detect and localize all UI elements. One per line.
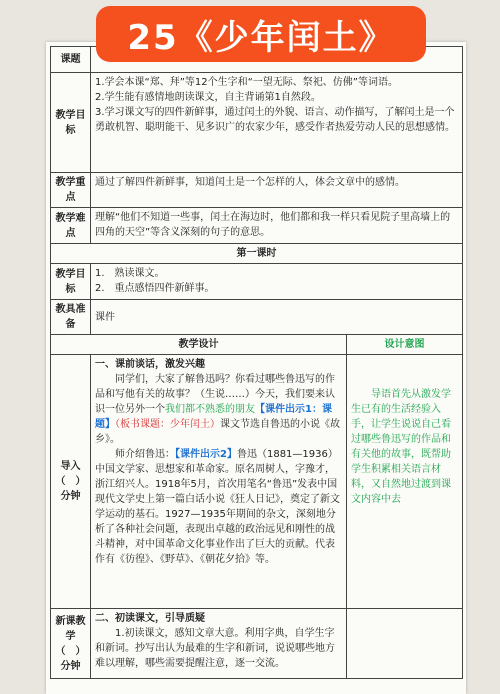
intro-label: 导入（ ）分钟: [51, 355, 91, 609]
new-lesson-label: 新课教学（ ）分钟: [51, 609, 91, 679]
intro-slide-tag-1: 【课件出示1：课题】: [95, 404, 332, 430]
intro-highlight-friend: 我们都不熟悉的朋友: [165, 404, 255, 415]
design-header: 教学设计: [51, 335, 347, 355]
lesson-objective-2: 2. 重点感悟四件新鲜事。: [95, 283, 215, 294]
lesson-plan-table: [50, 46, 463, 679]
intent-text: 导语首先从激发学生已有的生活经验入手，让学生说说自己看过哪些鲁迅写的作品和有关他的故事，既帮助学生积累相关语言材料，又自然地过渡到课文内容中去: [347, 355, 463, 609]
prep-text: 课件: [91, 300, 463, 335]
new-section-title: 二、初读课文，引导质疑: [95, 613, 205, 624]
intro-paragraph-1: 同学们，大家了解鲁迅吗？你看过哪些鲁迅写的作品和写他有关的故事？（生说……）今天，我们要来认识一位另外一个我们都不熟悉的朋友【课件出示1：课题】（板书课题：少年闰土）课文节选自鲁迅的小说《故乡》。: [95, 374, 340, 445]
title-label: 课题: [51, 47, 91, 73]
new-lesson-cell: [91, 609, 347, 679]
lesson-objectives-cell: [91, 264, 463, 300]
objectives-cell: [91, 73, 463, 173]
key-label: 教学重点: [51, 173, 91, 208]
objective-2: 2.学生能有感情地朗读课文，自主背诵第1自然段。: [95, 92, 321, 103]
lesson-objectives-label: 教学目标: [51, 264, 91, 300]
key-text: 通过了解四件新鲜事，知道闰土是一个怎样的人，体会文章中的感情。: [91, 173, 463, 208]
objectives-label: 教学目标: [51, 73, 91, 173]
prep-label: 教具准备: [51, 300, 91, 335]
difficult-text: 理解“他们不知道一些事，闰土在海边时，他们都和我一样只看见院子里高墙上的四角的天空”等含义深刻的句子的意思。: [91, 208, 463, 244]
intro-slide-tag-2: 【课件出示2】: [175, 449, 237, 460]
objective-1: 1.学会本课“郑、拜”等12个生字和“一望无际、祭祀、仿佛”等词语。: [95, 77, 398, 88]
title-banner: [96, 6, 426, 62]
lesson-objective-1: 1. 熟读课文。: [95, 268, 165, 279]
banner-title: 25《少年闰土》: [127, 17, 395, 58]
intro-board-note: （板书课题：少年闰土）: [115, 419, 220, 430]
intro-section-title: 一、课前谈话，激发兴趣: [95, 359, 205, 370]
lesson-title: 第一课时: [51, 244, 463, 264]
intro-cell: [91, 355, 347, 609]
objective-3: 3.学习课文写的四件新鲜事，通过闰土的外貌、语言、动作描写，了解闰土是一个勇敢机智、聪明能干、见多识广的农家少年，感受作者热爱劳动人民的思想感情。: [95, 107, 455, 133]
intent-header: 设计意图: [347, 335, 463, 355]
difficult-label: 教学难点: [51, 208, 91, 244]
intro-paragraph-2: 师介绍鲁迅：【课件出示2】鲁迅（1881—1936）中国文学家、思想家和革命家。原名周树人，字豫才，浙江绍兴人。1918年5月，首次用笔名“鲁迅”发表中国现代文学史上第一篇白话小说《狂人日记》，奠定了新文学运动的基石。1927—1935年期间的杂文，深刻地分析了各种社会问题，表现出卓越的政治远见和刚性的战斗精神，对中国革命文化事业作出了巨大的贡献。代表作有《彷徨》、《野草》、《朝花夕拾》等。: [95, 449, 340, 565]
new-paragraph-1: 1.初读课文，感知文章大意。利用字典，自学生字和新词。抄写出认为最难的生字和新词，说说哪些地方难以理解，哪些需要提醒注意，逐一交流。: [95, 628, 335, 669]
new-intent-cell: [347, 609, 463, 679]
